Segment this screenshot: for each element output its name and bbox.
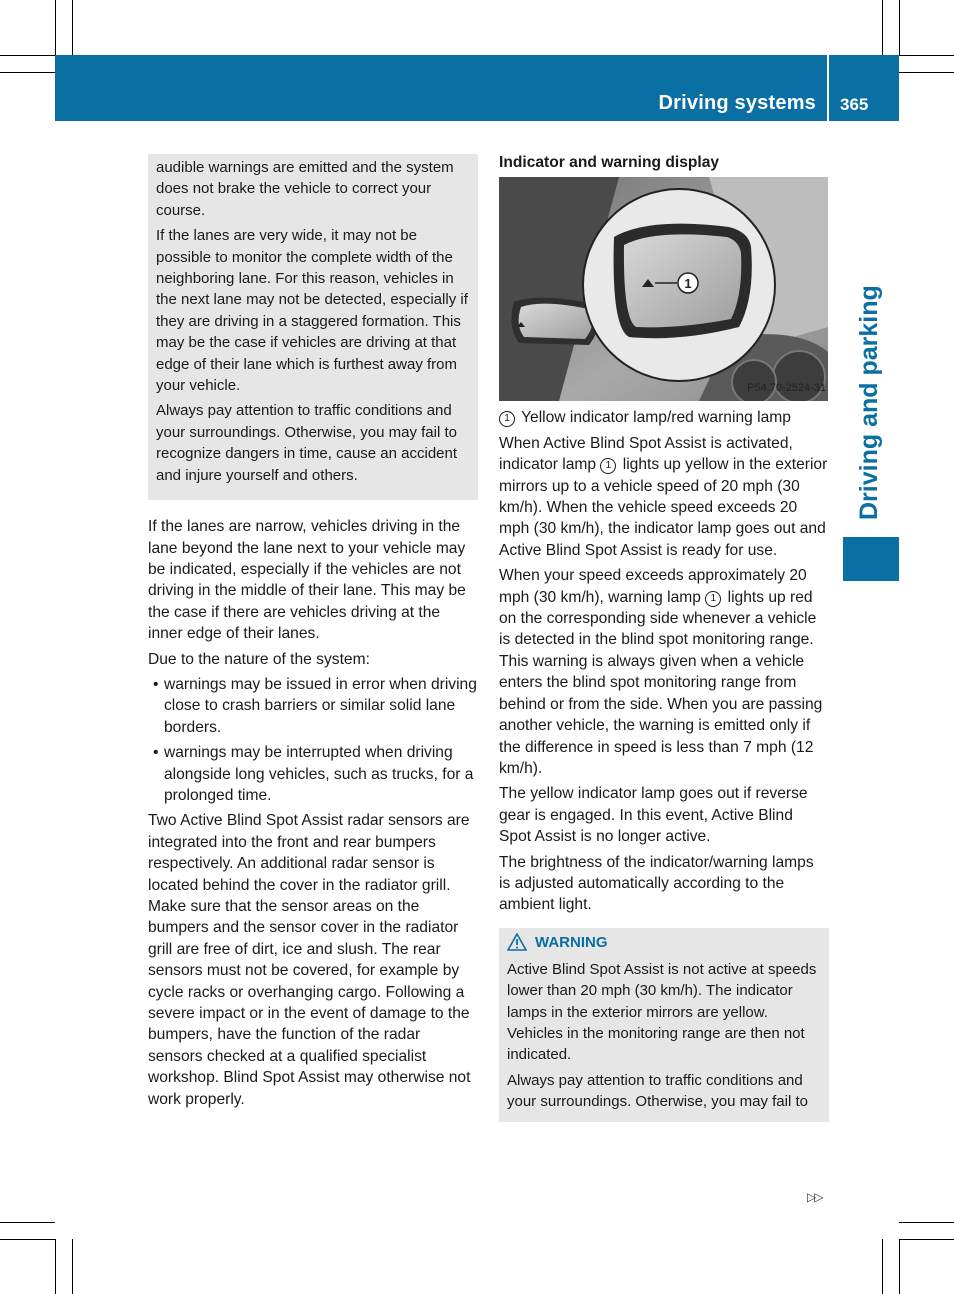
paragraph-brightness: The brightness of the indicator/warning lamps is adjusted automatically according to the ambient light. xyxy=(499,853,814,914)
bullet-dot: • xyxy=(153,675,159,693)
chapter-title: Driving and parking xyxy=(855,285,883,520)
bullet-dot: • xyxy=(153,744,159,762)
continue-marker: ▷▷ xyxy=(807,1190,822,1204)
crop-mark xyxy=(0,1239,55,1240)
caption-text: Yellow indicator lamp/red warning lamp xyxy=(521,409,791,427)
header-divider xyxy=(827,55,829,121)
crop-mark xyxy=(55,0,56,55)
paragraph-sensors: Two Active Blind Spot Assist radar sensors are integrated into the front and rear bumpers respectively. An additional radar sensor is located behind the cover in the radiator grill. Make sure that the sensor areas on the bumpers and the sensor cover in the radiator grill are free of dirt, ice and slush. The rear sensors must not be covered, for example by cycle racks or overhanging cargo. Following a severe impact or in the event of damage to the bumpers, have the function of the radar sensors checked at a qualified specialist workshop. Blind Spot Assist may otherwise not work properly. xyxy=(148,812,471,1108)
crop-mark xyxy=(72,1239,73,1294)
warning-box xyxy=(499,928,829,1122)
mirror-indicator-figure xyxy=(499,177,828,401)
continued-warning-box xyxy=(148,154,478,500)
crop-mark xyxy=(899,72,954,73)
chapter-tab-marker xyxy=(843,537,899,581)
paragraph-nature: Due to the nature of the system: xyxy=(148,650,370,668)
warning-triangle-icon xyxy=(507,933,527,951)
callout-marker: 1 xyxy=(600,458,616,474)
crop-mark xyxy=(0,72,55,73)
crop-mark xyxy=(882,1239,883,1294)
figure-caption xyxy=(499,407,829,428)
crop-mark xyxy=(899,1239,954,1240)
figure-callout-number: 1 xyxy=(684,276,692,292)
paragraph-text: When Active Blind Spot Assist is activated, indicator lamp xyxy=(499,434,793,474)
paragraph-text: When your speed exceeds approximately 20 mph (30 km/h), warning lamp xyxy=(499,567,807,606)
paragraph-reverse: The yellow indicator lamp goes out if reverse gear is engaged. In this event, Active Blind Spot Assist is no longer active. xyxy=(499,785,808,846)
crop-mark xyxy=(0,55,55,56)
crop-mark xyxy=(72,0,73,55)
warning-paragraph: Always pay attention to traffic conditions and your surroundings. Otherwise, you may fail to xyxy=(507,1071,808,1110)
section-title: Driving systems xyxy=(658,92,816,114)
crop-mark xyxy=(882,0,883,55)
left-column xyxy=(148,154,478,1114)
crop-mark xyxy=(899,0,900,55)
crop-mark xyxy=(55,1239,56,1294)
list-item xyxy=(148,742,478,806)
crop-mark xyxy=(899,55,954,56)
box-paragraph: Always pay attention to traffic conditions and your surroundings. Otherwise, you may fail to recognize dangers in time, cause an accident and injure yourself and others. xyxy=(156,402,458,484)
box-paragraph: If the lanes are very wide, it may not be possible to monitor the complete width of the neighboring lane. For this reason, vehicles in the next lane may not be detected, especially if they are driving in a staggered formation. This may be the case if vehicles are driving at that edge of their lane which is furthest away from your vehicle. xyxy=(156,227,468,395)
crop-mark xyxy=(899,1222,954,1223)
paragraph-activated xyxy=(499,433,829,561)
callout-marker: 1 xyxy=(499,411,515,427)
right-column xyxy=(499,152,829,1122)
paragraph-narrow-lanes: If the lanes are narrow, vehicles driving in the lane beyond the lane next to your vehicle may be indicated, especially if the vehicles are not driving in the middle of their lane. This may be the case if there are vehicles driving at the inner edge of their lanes. xyxy=(148,518,466,643)
paragraph-text: lights up red on the corresponding side whenever a vehicle is detected in the blind spot monitoring range. This warning is always given when a vehicle enters the blind spot monitoring range from behind or from the side. When you are passing another vehicle, the warning is emitted only if the difference in speed is less than 7 mph (12 km/h). xyxy=(499,588,823,777)
paragraph-text: lights up yellow in the exterior mirrors up to a vehicle speed of 20 mph (30 km/h). When the vehicle speed exceeds 20 mph (30 km/h), the indicator lamp goes out and Active Blind Spot Assist is ready for use. xyxy=(499,456,828,559)
warning-paragraph: Active Blind Spot Assist is not active at speeds lower than 20 mph (30 km/h). The indicator lamps in the exterior mirrors are yellow. Vehicles in the monitoring range are then not indicated. xyxy=(507,961,817,1064)
mirror-illustration xyxy=(499,177,828,401)
crop-mark xyxy=(899,1239,900,1294)
warning-heading xyxy=(507,932,821,953)
list-item-text: warnings may be interrupted when driving alongside long vehicles, such as trucks, for a prolonged time. xyxy=(164,744,474,804)
callout-marker: 1 xyxy=(705,591,721,607)
page-number: 365 xyxy=(840,95,869,114)
box-paragraph: audible warnings are emitted and the system does not brake the vehicle to correct your course. xyxy=(156,159,454,219)
list-item xyxy=(148,674,478,738)
warning-title: WARNING xyxy=(535,933,608,951)
crop-mark xyxy=(0,1222,55,1223)
subheading: Indicator and warning display xyxy=(499,154,720,171)
paragraph-speed xyxy=(499,565,829,779)
bullet-list xyxy=(148,674,478,806)
list-item-text: warnings may be issued in error when driving close to crash barriers or similar solid lane borders. xyxy=(164,675,477,736)
figure-code: P54.70-2524-31 xyxy=(747,382,826,394)
